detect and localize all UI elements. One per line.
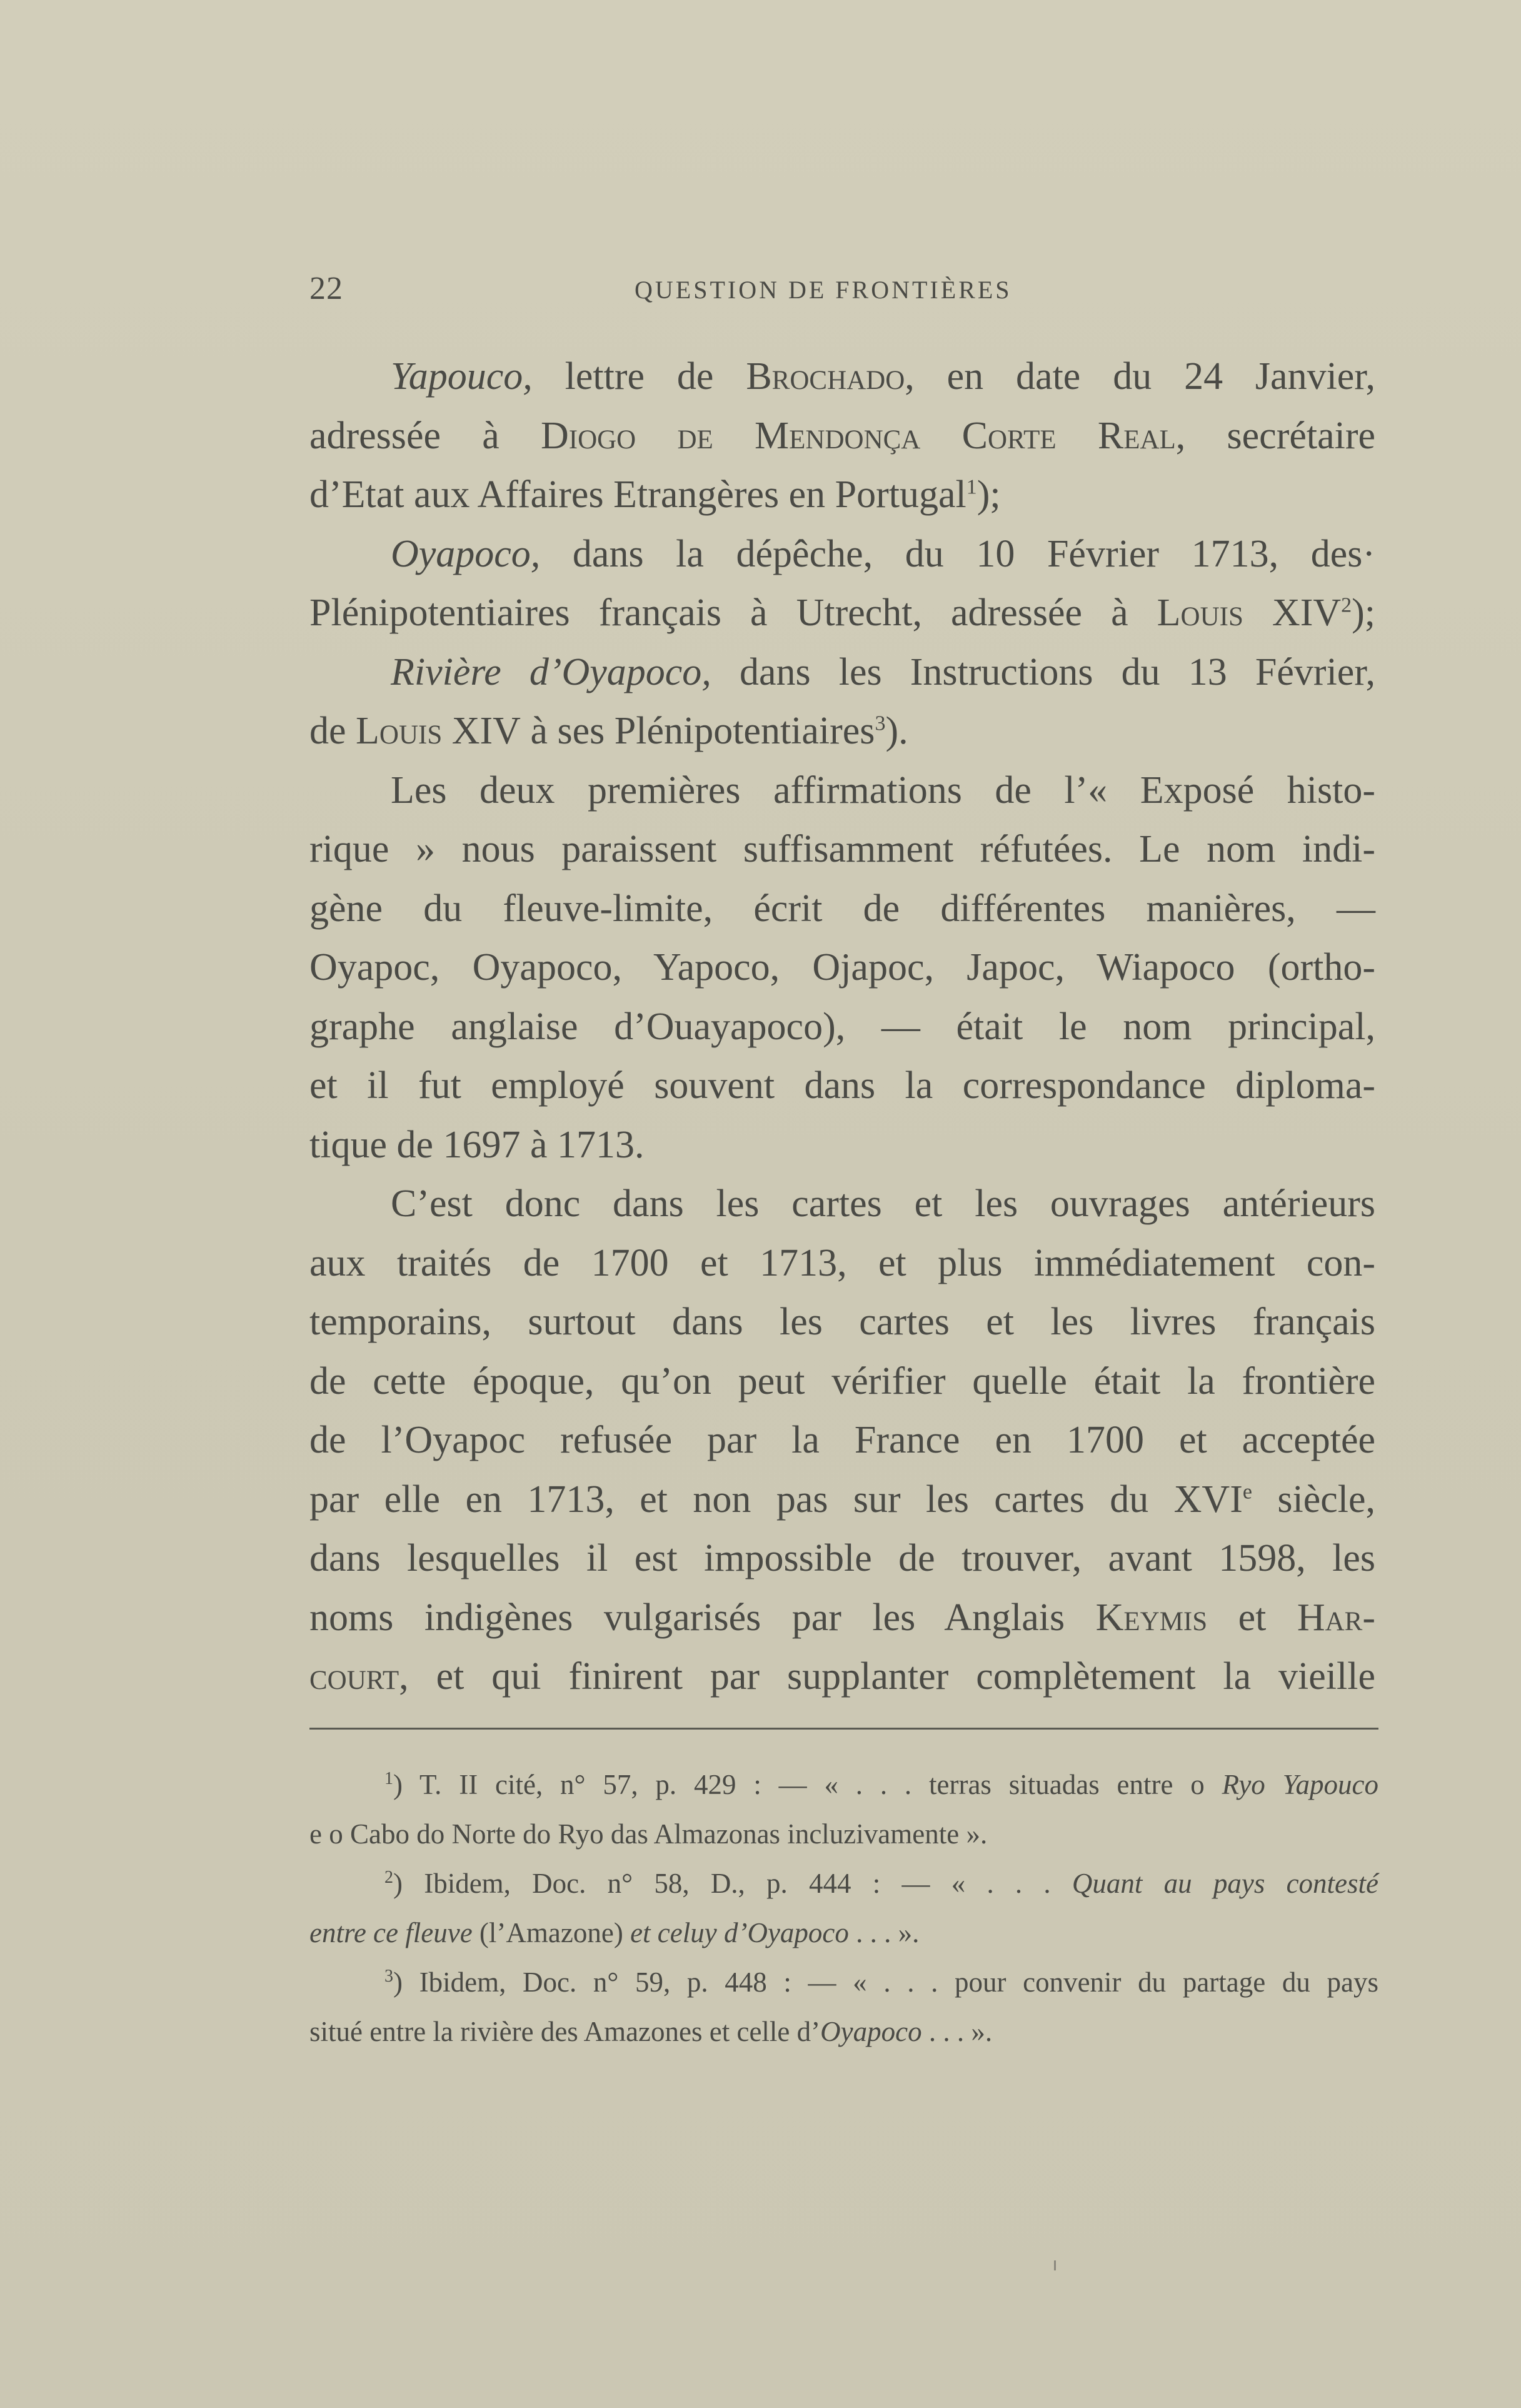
body-line xyxy=(309,1588,1375,1648)
footnote-line xyxy=(309,1810,1378,1859)
author-name: Har- xyxy=(1297,1596,1375,1639)
footnote-text: ) Ibidem, Doc. n° 59, p. 448 : — « . . . pour convenir du partage du pays xyxy=(393,1967,1378,1998)
footnote-italic: Ryo Yapouco xyxy=(1222,1769,1378,1800)
footnote-italic: Oyapoco xyxy=(820,2016,922,2047)
footnote-line xyxy=(309,1958,1378,2007)
body-line xyxy=(309,820,1375,879)
body-text-run: , secrétaire xyxy=(1175,414,1375,457)
body-line xyxy=(309,1352,1375,1411)
paper-speck xyxy=(1054,2260,1056,2270)
footnote-italic: entre ce fleuve xyxy=(309,1917,473,1948)
body-text-run: , et qui finirent par supplanter complètement la vieille xyxy=(399,1655,1375,1698)
body-text-run: tique de 1697 à 1713. xyxy=(309,1123,645,1166)
footnote-italic: et celuy d’Oyapoco xyxy=(630,1917,849,1948)
footnotes xyxy=(309,1760,1378,2057)
body-italic: Rivière d’Oyapoco, xyxy=(391,650,711,693)
body-line xyxy=(309,997,1375,1057)
body-text-run: par elle en 1713, et non pas sur les cartes du XVI xyxy=(309,1478,1243,1521)
author-name: Brochado xyxy=(746,355,905,398)
body-text-run: de cette époque, qu’on peut vérifier quelle était la frontière xyxy=(309,1359,1375,1403)
body-text-run: gène du fleuve-limite, écrit de différentes manières, — xyxy=(309,887,1375,930)
footnote-ref: 2 xyxy=(1341,593,1352,617)
body-text-run: C’est donc dans les cartes et les ouvrages antérieurs xyxy=(391,1182,1375,1225)
footnote-text: ) T. II cité, n° 57, p. 429 : — « . . . terras situadas entre o xyxy=(393,1769,1222,1800)
body-line xyxy=(309,702,1375,761)
footnote-line xyxy=(309,1859,1378,1908)
body-text-run: , en date du 24 Janvier, xyxy=(905,355,1375,398)
body-line xyxy=(309,347,1375,406)
body-text-run: siècle, xyxy=(1252,1478,1375,1521)
body-text-run: lettre de xyxy=(532,355,746,398)
superscript: e xyxy=(1242,1479,1252,1503)
body-line xyxy=(309,1116,1375,1175)
footnote-number: 1 xyxy=(384,1769,393,1788)
footnote-line xyxy=(309,1908,1378,1958)
author-name: Diogo de Mendonça Corte Real xyxy=(540,414,1176,457)
body-line xyxy=(309,643,1375,702)
body-text-run: et xyxy=(1207,1596,1297,1639)
body-text-run: temporains, surtout dans les cartes et les livres français xyxy=(309,1301,1375,1343)
body-text-run: dans les Instructions du 13 Février, xyxy=(711,650,1375,693)
body-text-run: Les deux premières affirmations de l’« Exposé histo- xyxy=(391,768,1375,812)
footnote-line xyxy=(309,2007,1378,2057)
body-italic: Yapouco, xyxy=(391,355,533,398)
body-text-run: dans lesquelles il est impossible de trouver, avant 1598, les xyxy=(309,1537,1375,1579)
footnote-text: situé entre la rivière des Amazones et celle d’ xyxy=(309,2016,821,2047)
body-text-run: ). xyxy=(885,710,908,752)
body-text-run: graphe anglaise d’Ouayapoco), — était le nom principal, xyxy=(309,1005,1375,1048)
body-line xyxy=(309,465,1375,525)
body-text-run: ); xyxy=(976,473,1001,516)
body-text-run: rique » nous paraissent suffisamment réfutées. Le nom indi- xyxy=(309,828,1375,870)
footnote-ref: 3 xyxy=(875,712,886,735)
body-line xyxy=(309,1056,1375,1116)
body-text-run: d’Etat aux Affaires Etrangères en Portugal xyxy=(309,473,966,516)
footnote-text: . . . ». xyxy=(848,1917,920,1948)
body-line xyxy=(309,938,1375,997)
body-line xyxy=(309,1529,1375,1588)
body-text-run: ); xyxy=(1352,592,1375,634)
body-text-run: adressée à xyxy=(309,414,541,457)
footnote-text: . . . ». xyxy=(921,2016,993,2047)
body-line xyxy=(309,406,1375,466)
body-line xyxy=(309,525,1375,584)
author-name: Keymis xyxy=(1095,1596,1208,1639)
footnote-text: e o Cabo do Norte do Ryo das Almazonas incluzivamente ». xyxy=(309,1818,988,1850)
body-line xyxy=(309,1174,1375,1234)
footnote-text: ) Ibidem, Doc. n° 58, D., p. 444 : — « . . . xyxy=(393,1868,1072,1899)
footnote-line xyxy=(309,1760,1378,1810)
body-text-run: de xyxy=(309,710,356,752)
author-name: Louis XIV xyxy=(356,710,521,752)
page-header xyxy=(309,270,1372,314)
body-text-run: dans la dépêche, du 10 Février 1713, des· xyxy=(540,532,1375,575)
footnote-separator xyxy=(309,1728,1378,1730)
body-line xyxy=(309,583,1375,643)
body-text-run: Oyapoc, Oyapoco, Yapoco, Ojapoc, Japoc, Wiapoco (ortho- xyxy=(309,946,1375,989)
body-text-run: de l’Oyapoc refusée par la France en 1700 et acceptée xyxy=(309,1419,1375,1461)
body-text xyxy=(309,347,1375,1706)
footnote-italic: Quant au pays contesté xyxy=(1072,1868,1379,1899)
body-italic: Oyapoco, xyxy=(391,532,541,575)
body-line xyxy=(309,1234,1375,1293)
author-name: court xyxy=(309,1655,399,1698)
body-line xyxy=(309,1411,1375,1470)
footnote-number: 2 xyxy=(384,1868,393,1887)
running-title: QUESTION DE FRONTIÈRES xyxy=(635,276,1012,304)
page-number: 22 xyxy=(309,271,343,306)
body-line xyxy=(309,1470,1375,1529)
footnote-text: (l’Amazone) xyxy=(472,1917,631,1948)
body-text-run: à ses Plénipotentiaires xyxy=(520,710,875,752)
body-line xyxy=(309,879,1375,939)
footnote-number: 3 xyxy=(384,1967,393,1986)
body-line xyxy=(309,1292,1375,1352)
body-line xyxy=(309,1647,1375,1706)
body-text-run: noms indigènes vulgarisés par les Anglais xyxy=(309,1596,1096,1639)
body-text-run: et il fut employé souvent dans la correspondance diploma- xyxy=(309,1064,1375,1107)
footnote-ref: 1 xyxy=(966,475,977,499)
body-text-run: Plénipotentiaires français à Utrecht, adressée à xyxy=(309,592,1157,634)
body-line xyxy=(309,761,1375,820)
body-text-run: aux traités de 1700 et 1713, et plus immédiatement con- xyxy=(309,1241,1375,1284)
author-name: Louis XIV xyxy=(1157,592,1342,634)
